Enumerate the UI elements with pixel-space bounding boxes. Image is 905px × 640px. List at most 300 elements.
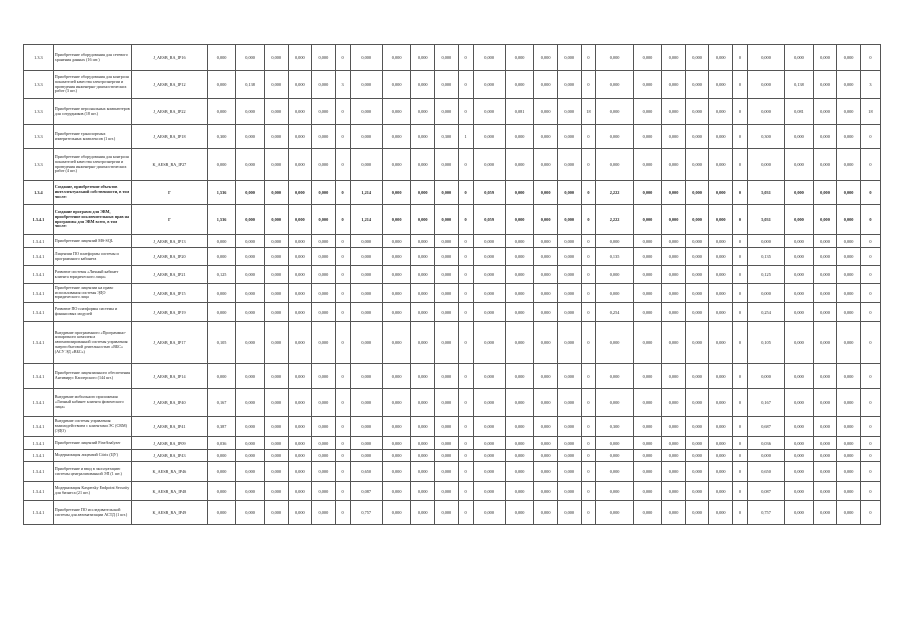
value-cell: 0,000 (662, 462, 686, 482)
value-cell: 0,254 (747, 303, 784, 322)
table-row (24, 266, 881, 284)
value-cell: 0,000 (685, 149, 709, 181)
value-cell: 0 (860, 149, 880, 181)
value-cell: 3 (335, 71, 350, 99)
value-cell: 0,000 (435, 45, 459, 71)
value-cell: 0,036 (207, 437, 236, 450)
value-cell: 0,000 (596, 364, 633, 389)
row-code-cell: J_AESB_RA_IP20 (132, 248, 208, 266)
row-name-cell: Модернизация лицензий Citrix (ЦУ) (53, 450, 131, 462)
value-cell: 0,000 (534, 322, 558, 364)
value-cell: 0,650 (350, 462, 382, 482)
row-number-cell: 1.3.4.1 (24, 235, 54, 248)
value-cell: 0,000 (596, 501, 633, 525)
value-cell: 0,000 (382, 149, 411, 181)
value-cell: 0,000 (837, 99, 861, 125)
value-cell: 0,300 (207, 125, 236, 149)
value-cell: 0 (458, 303, 473, 322)
table-row (24, 235, 881, 248)
value-cell: 0,000 (264, 389, 288, 417)
value-cell: 0 (860, 389, 880, 417)
value-cell: 0,000 (288, 235, 312, 248)
value-cell: 0,000 (411, 45, 435, 71)
value-cell: 0,000 (837, 303, 861, 322)
value-cell: 0,000 (709, 284, 733, 303)
value-cell: 0,000 (813, 482, 837, 501)
value-cell: 0,757 (350, 501, 382, 525)
value-cell: 0,000 (236, 205, 265, 235)
value-cell: 0,000 (785, 266, 814, 284)
value-cell: 0,000 (288, 45, 312, 71)
value-cell: 0,000 (557, 482, 581, 501)
value-cell: 0,000 (837, 501, 861, 525)
value-cell: 0,000 (411, 322, 435, 364)
row-number-cell: 1.3.4.1 (24, 284, 54, 303)
value-cell: 0 (335, 149, 350, 181)
value-cell: 0,000 (411, 149, 435, 181)
value-cell: 0 (860, 450, 880, 462)
value-cell: 0 (860, 266, 880, 284)
value-cell: 0,000 (534, 71, 558, 99)
value-cell: 0,000 (685, 482, 709, 501)
value-cell: 0,000 (662, 149, 686, 181)
value-cell: 0,000 (534, 205, 558, 235)
value-cell: 0,000 (596, 482, 633, 501)
value-cell: 0 (733, 364, 748, 389)
value-cell: 0,000 (785, 248, 814, 266)
value-cell: 0,000 (505, 462, 534, 482)
value-cell: 0,000 (685, 99, 709, 125)
value-cell: 0,000 (785, 417, 814, 437)
value-cell: 0,000 (435, 437, 459, 450)
value-cell: 0,000 (207, 284, 236, 303)
value-cell: 0,000 (747, 45, 784, 71)
value-cell: 0,000 (505, 248, 534, 266)
value-cell: 18 (581, 99, 596, 125)
value-cell: 0,000 (685, 450, 709, 462)
value-cell: 0,000 (473, 248, 505, 266)
value-cell: 0,000 (411, 266, 435, 284)
value-cell: 0,000 (350, 45, 382, 71)
value-cell: 0,000 (785, 501, 814, 525)
value-cell: 0 (581, 235, 596, 248)
value-cell: 0,000 (596, 235, 633, 248)
value-cell: 0,000 (685, 284, 709, 303)
value-cell: 0,000 (837, 266, 861, 284)
value-cell: 0 (860, 181, 880, 205)
value-cell: 0,000 (662, 437, 686, 450)
value-cell: 0,000 (557, 99, 581, 125)
value-cell: 0 (860, 501, 880, 525)
row-code-cell: J_AESB_RA_IP09 (132, 437, 208, 450)
table-row (24, 181, 881, 205)
row-code-cell: J_AESB_RA_IP12 (132, 71, 208, 99)
value-cell: 0,000 (534, 284, 558, 303)
value-cell: 0,000 (785, 181, 814, 205)
value-cell: 0,000 (709, 501, 733, 525)
value-cell: 0,000 (534, 450, 558, 462)
value-cell: 0,000 (505, 284, 534, 303)
value-cell: 0,000 (411, 364, 435, 389)
value-cell: 0,000 (473, 501, 505, 525)
value-cell: 0 (458, 417, 473, 437)
value-cell: 0 (335, 462, 350, 482)
value-cell: 0,254 (596, 303, 633, 322)
value-cell: 0,000 (709, 45, 733, 71)
value-cell: 0,000 (596, 45, 633, 71)
value-cell: 0,000 (473, 389, 505, 417)
value-cell: 0 (581, 149, 596, 181)
value-cell: 0,000 (312, 181, 336, 205)
value-cell: 0,125 (207, 266, 236, 284)
value-cell: 0,000 (264, 462, 288, 482)
row-number-cell: 1.3.4.1 (24, 248, 54, 266)
value-cell: 3 (860, 71, 880, 99)
value-cell: 0,000 (350, 450, 382, 462)
value-cell: 0 (581, 364, 596, 389)
value-cell: 0,059 (473, 205, 505, 235)
value-cell: 0,000 (557, 45, 581, 71)
value-cell: 0 (860, 235, 880, 248)
value-cell: 0,000 (473, 322, 505, 364)
value-cell: 0,000 (785, 389, 814, 417)
row-name-cell: Приобретение ПО исследовательской системы для автоматизации АСТД (1 шт.) (53, 501, 131, 525)
value-cell: 0 (581, 389, 596, 417)
value-cell: 0,000 (685, 45, 709, 71)
value-cell: 0,000 (633, 389, 662, 417)
value-cell: 0,087 (747, 482, 784, 501)
value-cell: 0,000 (350, 266, 382, 284)
value-cell: 0 (581, 205, 596, 235)
value-cell: 0,000 (505, 45, 534, 71)
row-name-cell: Приобретение персональных компьютеров для сотрудников (18 шт.) (53, 99, 131, 125)
value-cell: 0 (458, 205, 473, 235)
value-cell: 0 (335, 364, 350, 389)
value-cell: 1,214 (350, 205, 382, 235)
value-cell: 0,000 (350, 322, 382, 364)
value-cell: 0,000 (312, 248, 336, 266)
value-cell: 0,000 (685, 71, 709, 99)
row-name-cell: Приобретение лицензий MS-SQL (53, 235, 131, 248)
value-cell: 0,000 (813, 266, 837, 284)
value-cell: 0,000 (709, 437, 733, 450)
value-cell: 1 (458, 125, 473, 149)
value-cell: 0,000 (435, 99, 459, 125)
value-cell: 0,000 (435, 389, 459, 417)
value-cell: 0 (860, 45, 880, 71)
value-cell: 0,000 (505, 125, 534, 149)
value-cell: 0,000 (350, 248, 382, 266)
row-code-cell: J_AESB_RA_IP43 (132, 450, 208, 462)
value-cell: 0 (335, 266, 350, 284)
value-cell: 1,536 (207, 181, 236, 205)
value-cell: 0 (860, 437, 880, 450)
row-code-cell: K_AESB_RA_IP46 (132, 462, 208, 482)
value-cell: 0 (581, 248, 596, 266)
row-code-cell: J_AESB_RA_IP14 (132, 364, 208, 389)
value-cell: 0,000 (264, 71, 288, 99)
value-cell: 0,000 (534, 99, 558, 125)
row-number-cell: 1.3.4.1 (24, 205, 54, 235)
value-cell: 0,000 (207, 99, 236, 125)
value-cell: 0 (458, 450, 473, 462)
value-cell: 0,000 (596, 389, 633, 417)
value-cell: 0,000 (709, 235, 733, 248)
value-cell: 0,000 (264, 450, 288, 462)
value-cell: 0,000 (382, 462, 411, 482)
value-cell: 0,000 (534, 149, 558, 181)
value-cell: 0,105 (747, 322, 784, 364)
value-cell: 0,000 (534, 482, 558, 501)
value-cell: 0,000 (633, 99, 662, 125)
value-cell: 0,000 (709, 322, 733, 364)
value-cell: 0,000 (505, 364, 534, 389)
value-cell: 0,000 (236, 389, 265, 417)
value-cell: 0 (581, 417, 596, 437)
value-cell: 0,000 (785, 482, 814, 501)
value-cell: 0,000 (473, 149, 505, 181)
row-name-cell: Приобретение оборудования для контроля показателей качества электроэнергии и проведения инженерно-диагностических работ (3 шт.) (53, 71, 131, 99)
value-cell: 0,000 (813, 450, 837, 462)
value-cell: 0,000 (633, 248, 662, 266)
table-row (24, 462, 881, 482)
value-cell: 0,000 (557, 501, 581, 525)
value-cell: 0,000 (264, 125, 288, 149)
value-cell: 0 (733, 437, 748, 450)
value-cell: 0 (581, 45, 596, 71)
value-cell: 0,000 (435, 235, 459, 248)
value-cell: 0,000 (473, 99, 505, 125)
row-code-cell: J_AESB_RA_IP15 (132, 284, 208, 303)
row-name-cell: Приобретение оборудования для сетевого хранения данных (16 шт.) (53, 45, 131, 71)
value-cell: 0,000 (435, 205, 459, 235)
table-row (24, 417, 881, 437)
row-number-cell: 1.3.3 (24, 149, 54, 181)
value-cell: 0,000 (633, 450, 662, 462)
row-number-cell: 1.3.4.1 (24, 417, 54, 437)
value-cell: 0,000 (505, 482, 534, 501)
row-code-cell: J_AESB_RA_IP41 (132, 417, 208, 437)
row-number-cell: 1.3.4.1 (24, 501, 54, 525)
value-cell: 0,000 (207, 45, 236, 71)
value-cell: 0 (733, 417, 748, 437)
value-cell: 0 (860, 284, 880, 303)
value-cell: 0,000 (747, 364, 784, 389)
row-name-cell: Создание программ для ЭВМ, приобретение исключительных прав на программы для ЭВМ всего, в том числе: (53, 205, 131, 235)
value-cell: 0,000 (785, 149, 814, 181)
value-cell: 0,000 (264, 501, 288, 525)
value-cell: 0,000 (236, 235, 265, 248)
value-cell: 0,000 (207, 450, 236, 462)
value-cell: 0,000 (709, 205, 733, 235)
value-cell: 0 (335, 389, 350, 417)
value-cell: 0,000 (633, 322, 662, 364)
value-cell: 0,000 (557, 266, 581, 284)
value-cell: 0,059 (473, 181, 505, 205)
value-cell: 0,000 (662, 284, 686, 303)
value-cell: 0 (458, 462, 473, 482)
value-cell: 0,000 (813, 284, 837, 303)
value-cell: 0 (733, 303, 748, 322)
value-cell: 0,000 (785, 303, 814, 322)
value-cell: 0,000 (350, 417, 382, 437)
value-cell: 0,125 (747, 266, 784, 284)
value-cell: 0,000 (709, 266, 733, 284)
value-cell: 0,000 (382, 501, 411, 525)
value-cell: 0,000 (633, 235, 662, 248)
value-cell: 0,000 (747, 99, 784, 125)
value-cell: 0,000 (312, 71, 336, 99)
value-cell: 0,000 (288, 501, 312, 525)
value-cell: 0,000 (662, 303, 686, 322)
value-cell: 0,000 (534, 501, 558, 525)
row-name-cell: Развитие ПО платформы системы и финансовых модулей (53, 303, 131, 322)
value-cell: 0,000 (813, 125, 837, 149)
value-cell: 0,000 (505, 501, 534, 525)
value-cell: 0 (581, 450, 596, 462)
value-cell: 0,000 (557, 71, 581, 99)
value-cell: 0,000 (785, 462, 814, 482)
table-row (24, 205, 881, 235)
value-cell: 0,000 (633, 149, 662, 181)
row-number-cell: 1.3.3 (24, 99, 54, 125)
value-cell: 0,000 (264, 266, 288, 284)
value-cell: 0 (860, 322, 880, 364)
value-cell: 0,000 (709, 125, 733, 149)
value-cell: 0,000 (633, 303, 662, 322)
value-cell: 0 (458, 248, 473, 266)
value-cell: 0,000 (350, 235, 382, 248)
row-code-cell: J_AESB_RA_IP40 (132, 389, 208, 417)
value-cell: 0,000 (633, 71, 662, 99)
value-cell: 0,000 (837, 284, 861, 303)
value-cell: 0,000 (350, 437, 382, 450)
value-cell: 0,000 (534, 364, 558, 389)
row-code-cell: J_AESB_RA_IP16 (132, 45, 208, 71)
table-row (24, 71, 881, 99)
value-cell: 0,000 (312, 462, 336, 482)
value-cell: 0,000 (685, 181, 709, 205)
value-cell: 0,000 (236, 248, 265, 266)
value-cell: 0,000 (685, 205, 709, 235)
table-row (24, 303, 881, 322)
value-cell: 0,000 (685, 266, 709, 284)
value-cell: 0,000 (557, 437, 581, 450)
value-cell: 0,000 (633, 205, 662, 235)
table-row (24, 437, 881, 450)
value-cell: 0,000 (505, 149, 534, 181)
row-code-cell: J_AESB_RA_IP17 (132, 322, 208, 364)
value-cell: 0,000 (288, 303, 312, 322)
value-cell: 0,000 (785, 450, 814, 462)
value-cell: 0,000 (264, 205, 288, 235)
value-cell: 0,000 (264, 181, 288, 205)
row-number-cell: 1.3.4.1 (24, 437, 54, 450)
value-cell: 0,000 (236, 303, 265, 322)
value-cell: 0,000 (312, 266, 336, 284)
value-cell: 5,031 (747, 181, 784, 205)
value-cell: 0,000 (534, 462, 558, 482)
value-cell: 0,000 (709, 482, 733, 501)
value-cell: 0,000 (505, 235, 534, 248)
value-cell: 0 (335, 235, 350, 248)
value-cell: 0,000 (382, 417, 411, 437)
value-cell: 0 (458, 235, 473, 248)
value-cell: 0,000 (813, 45, 837, 71)
value-cell: 0,000 (288, 99, 312, 125)
value-cell: 0,000 (435, 450, 459, 462)
value-cell: 0,000 (382, 364, 411, 389)
value-cell: 0,000 (435, 417, 459, 437)
value-cell: 0,000 (837, 462, 861, 482)
value-cell: 0,000 (236, 181, 265, 205)
value-cell: 0 (860, 248, 880, 266)
row-name-cell: Приобретение и ввод в эксплуатацию системы централизованной ЭП (1 шт.) (53, 462, 131, 482)
value-cell: 0,000 (596, 266, 633, 284)
value-cell: 0,000 (505, 389, 534, 417)
value-cell: 0,000 (633, 462, 662, 482)
value-cell: 0,000 (685, 364, 709, 389)
table-row (24, 149, 881, 181)
value-cell: 0,000 (473, 462, 505, 482)
value-cell: 0,000 (236, 45, 265, 71)
value-cell: 0,000 (312, 125, 336, 149)
value-cell: 0,000 (837, 45, 861, 71)
value-cell: 0,000 (312, 364, 336, 389)
value-cell: 0,000 (837, 235, 861, 248)
value-cell: 0 (733, 248, 748, 266)
value-cell: 0,000 (662, 235, 686, 248)
value-cell: 0,000 (633, 45, 662, 71)
value-cell: 0,000 (505, 205, 534, 235)
value-cell: 0,000 (557, 364, 581, 389)
value-cell: 0,000 (264, 322, 288, 364)
value-cell: 0,000 (633, 125, 662, 149)
value-cell: 0,105 (207, 322, 236, 364)
row-name-cell: Внедрение мобильного приложения «Личный кабинет клиента физического лица» (53, 389, 131, 417)
value-cell: 0,000 (662, 389, 686, 417)
table-row (24, 501, 881, 525)
value-cell: 0,000 (288, 437, 312, 450)
table-row (24, 99, 881, 125)
value-cell: 0,000 (350, 149, 382, 181)
row-name-cell: Лицензии ПО платформы системы и программного кабинета (53, 248, 131, 266)
value-cell: 0,000 (837, 248, 861, 266)
value-cell: 0,000 (813, 501, 837, 525)
value-cell: 0,000 (264, 149, 288, 181)
value-cell: 0,000 (350, 99, 382, 125)
value-cell: 0,036 (747, 437, 784, 450)
value-cell: 0,300 (747, 125, 784, 149)
value-cell: 0 (860, 303, 880, 322)
value-cell: 0,000 (557, 181, 581, 205)
row-number-cell: 1.3.4.1 (24, 303, 54, 322)
data-table (23, 44, 881, 525)
value-cell: 0,000 (747, 284, 784, 303)
value-cell: 0,000 (312, 45, 336, 71)
value-cell: 0,000 (505, 450, 534, 462)
row-number-cell: 1.3.3 (24, 45, 54, 71)
value-cell: 0,000 (207, 501, 236, 525)
value-cell: 0,000 (382, 437, 411, 450)
row-number-cell: 1.3.4.1 (24, 389, 54, 417)
value-cell: 0,000 (350, 303, 382, 322)
value-cell: 0,000 (813, 437, 837, 450)
value-cell: 5,031 (747, 205, 784, 235)
value-cell: 0,000 (473, 482, 505, 501)
value-cell: 0,000 (785, 437, 814, 450)
table-row (24, 125, 881, 149)
